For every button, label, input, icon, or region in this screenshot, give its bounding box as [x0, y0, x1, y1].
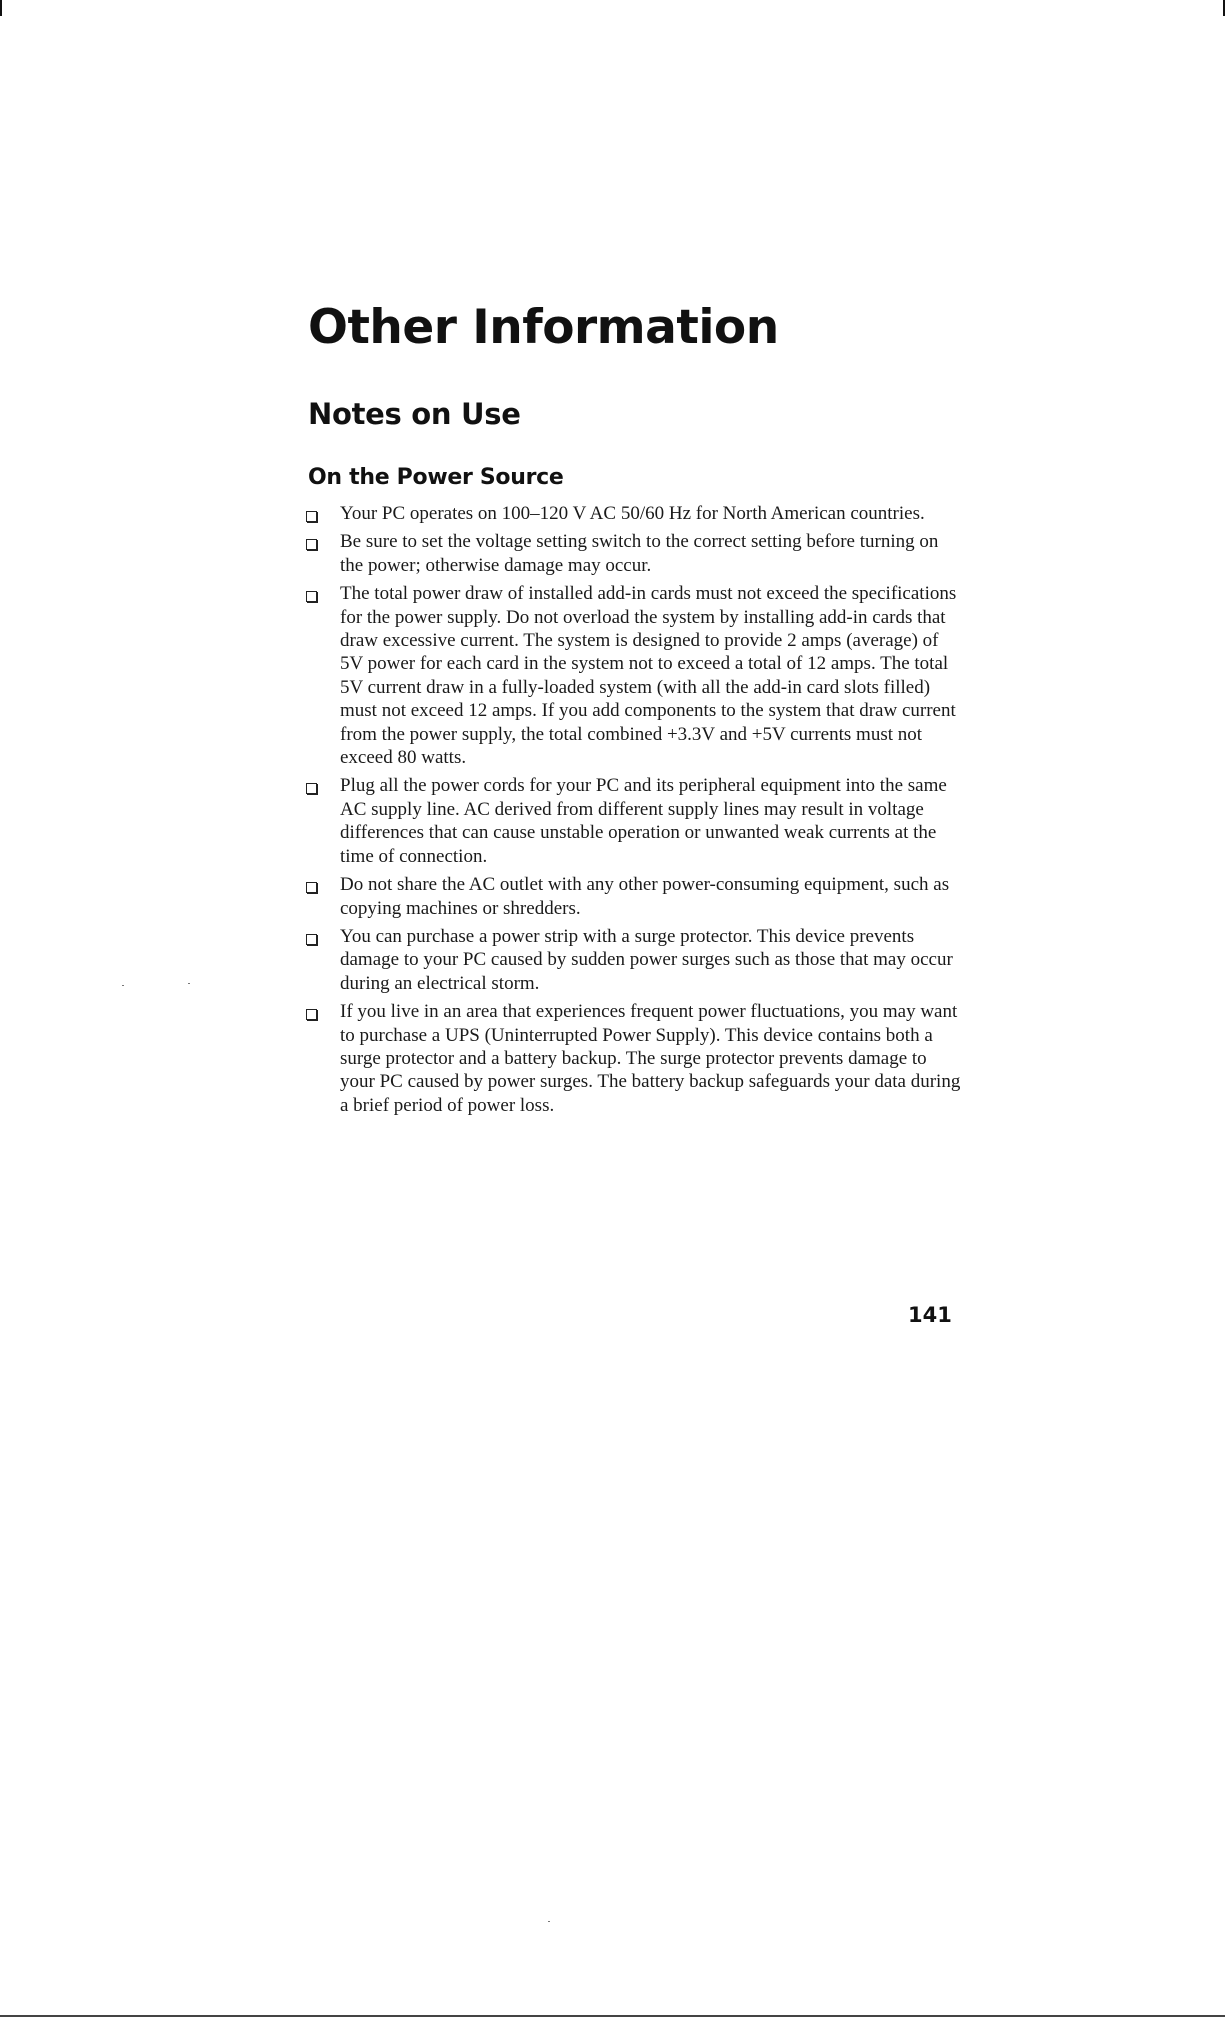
list-item-text: Your PC operates on 100–120 V AC 50/60 Hz for North American countries. [340, 503, 925, 524]
scan-speck [548, 1921, 550, 1922]
list-item [304, 582, 964, 769]
checkbox-bullet-icon [306, 591, 317, 602]
list-item [304, 530, 964, 577]
list-item [304, 873, 964, 920]
scan-edge-mark-left [0, 0, 2, 16]
scan-speck [188, 983, 190, 984]
list-item-text: Plug all the power cords for your PC and its peripheral equipment into the same AC supply line. AC derived from different supply lines may result in voltage differences that can cause unstable operation or unwanted weak currents at the time of connection. [340, 775, 947, 867]
list-item-text: If you live in an area that experiences frequent power fluctuations, you may want to purchase a UPS (Uninterrupted Power Supply). This device contains both a surge protector and a battery backup. The surge protector prevents damage to your PC caused by power surges. The battery backup safeguards your data during a brief period of power loss. [340, 1001, 961, 1116]
section-title: Notes on Use [308, 397, 521, 431]
checkbox-bullet-icon [306, 539, 317, 550]
list-item [304, 1000, 964, 1117]
page-title: Other Information [308, 300, 779, 355]
checkbox-bullet-icon [306, 783, 317, 794]
list-item-text: Do not share the AC outlet with any other power-consuming equipment, such as copying machines or shredders. [340, 874, 950, 919]
list-item [304, 502, 964, 525]
page-number: 141 [908, 1303, 952, 1327]
list-item-text: Be sure to set the voltage setting switch to the correct setting before turning on the power; otherwise damage may occur. [340, 531, 939, 576]
checkbox-bullet-icon [306, 511, 317, 522]
list-item-text: You can purchase a power strip with a surge protector. This device prevents damage to your PC caused by sudden power surges such as those that may occur during an electrical storm. [340, 925, 953, 994]
checkbox-bullet-icon [306, 882, 317, 893]
list-item-text: The total power draw of installed add-in cards must not exceed the specifications for the power supply. Do not overload the system by installing add-in cards that draw excessive current. The system is designed to provide 2 amps (average) of 5V power for each card in the system not to exceed a total of 12 amps. The total 5V current draw in a fully-loaded system (with all the add-in card slots filled) must not exceed 12 amps. If you add components to the system that draw current from the power supply, the total combined +3.3V and +5V currents must not exceed 80 watts. [340, 583, 957, 769]
notes-list [304, 502, 964, 1122]
list-item [304, 774, 964, 868]
list-item [304, 925, 964, 995]
checkbox-bullet-icon [306, 934, 317, 945]
scan-speck [122, 985, 124, 986]
subsection-title: On the Power Source [308, 465, 564, 490]
checkbox-bullet-icon [306, 1009, 317, 1020]
